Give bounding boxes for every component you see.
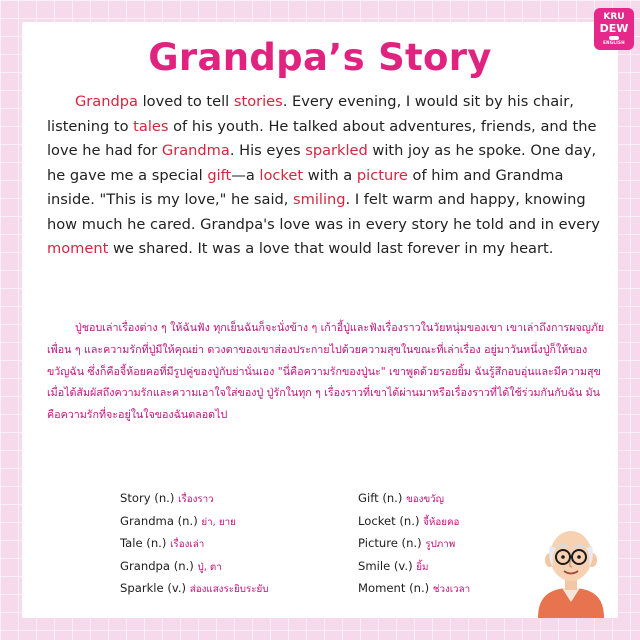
vocab-word: Story (n.) [120,491,175,505]
vocab-thai: ของขวัญ [406,494,445,505]
vocab-item [120,533,360,556]
highlighted-word: Grandpa [75,93,138,110]
vocab-word: Sparkle (v.) [120,581,187,595]
highlighted-word: gift [207,166,232,184]
paragraph-text: with joy as he spoke. One day, he gave me a special [47,142,597,184]
vocab-thai: ช่วงเวลา [432,584,471,595]
vocab-list-left [120,488,360,601]
vocab-word: Locket (n.) [358,513,420,528]
highlighted-word: moment [47,240,109,257]
english-paragraph [47,90,602,262]
page-title: Grandpa’s Story [148,36,492,79]
vocab-word: Grandma (n.) [120,513,198,528]
vocab-word: Smile (v.) [358,558,413,573]
vocab-item [120,511,360,534]
vocab-word: Picture (n.) [358,536,422,550]
paragraph-text: we shared. It was a love that would last forever in my heart. [108,240,554,257]
vocab-thai: ส่องแสงระยิบระยับ [189,584,269,595]
logo-line-2: DEW [599,22,629,35]
highlighted-word: locket [259,166,304,184]
vocab-item [120,556,360,579]
vocab-thai: จี้ห้อยคอ [423,516,460,528]
highlighted-word: tales [133,117,169,135]
paragraph-text: . Every evening, I would sit by his chair, listening to [47,93,574,135]
vocab-item [358,488,598,511]
grandpa-illustration [530,516,612,618]
logo-line-3: ENGLISH [603,40,625,45]
vocab-thai: เรื่องเล่า [170,539,205,550]
highlighted-word: picture [356,166,408,184]
paragraph-text: —a [231,166,260,184]
vocab-word: Grandpa (n.) [120,558,194,573]
vocab-word: Gift (n.) [358,491,403,505]
highlighted-word: smiling [293,191,346,208]
vocab-thai: รูปภาพ [425,539,456,550]
highlighted-word: sparkled [305,142,368,159]
paragraph-text: of his youth. He talked about adventures, friends, and the love he had for [47,117,597,159]
vocab-thai: เรื่องราว [178,494,214,505]
paragraph-text: of him and Grandma inside. "This is my love," he said, [47,166,564,208]
thai-paragraph [47,317,607,426]
thai-paragraph-text: ปู่ชอบเล่าเรื่องต่าง ๆ ให้ฉันฟัง ทุกเย็นฉันก็จะนั่งข้าง ๆ เก้าอี้ปู่และฟังเรื่องราวในวัยหนุ่มของเขา เขาเล่าถึงการผจญภัย เพื่อน ๆ และความรักที่ปู่มีให้คุณย่า ดวงตาของเขาส่องประกายไปด้วยความสุขในขณะที่เล่าเรื่อง อยู่มาวันหนึ่งปู่ก็ให้ของขวัญฉัน ซึ่งก็คือจี้ห้อยคอที่มีรูปคู่ของปู่กับย่านั่นเอง "นี่คือความรักของปู่นะ" เขาพูดด้วยรอยยิ้ม ฉันรู้สึกอบอุ่นและมีความสุขเมื่อได้สัมผัสถึงความรักและความเอาใจใส่ของปู่ ปู่รักในทุก ๆ เรื่องราวที่เขาได้ผ่านมาหรือเรื่องราวที่ได้ใช้ร่วมกันกับฉัน มันคือความรักที่จะอยู่ในใจของฉันตลอดไป [47,321,605,422]
paragraph-text: . I felt warm and happy, knowing how much he cared. Grandpa's love was in every story he told and in every [47,191,600,233]
vocab-thai: ยิ้ม [416,561,429,573]
paragraph-text: loved to tell [137,93,234,110]
highlighted-word: stories [233,93,283,110]
paragraph-text: . His eyes [229,142,306,159]
vocab-item [120,488,360,511]
highlighted-word: Grandma [161,142,230,159]
vocab-thai: ย่า, ยาย [201,516,236,528]
paragraph-text: with a [303,166,357,184]
vocab-item [120,578,360,601]
logo-line-1: KRU [603,12,625,22]
vocab-word: Tale (n.) [120,536,167,550]
vocab-thai: ปู่, ตา [197,561,222,573]
vocab-word: Moment (n.) [358,581,430,595]
